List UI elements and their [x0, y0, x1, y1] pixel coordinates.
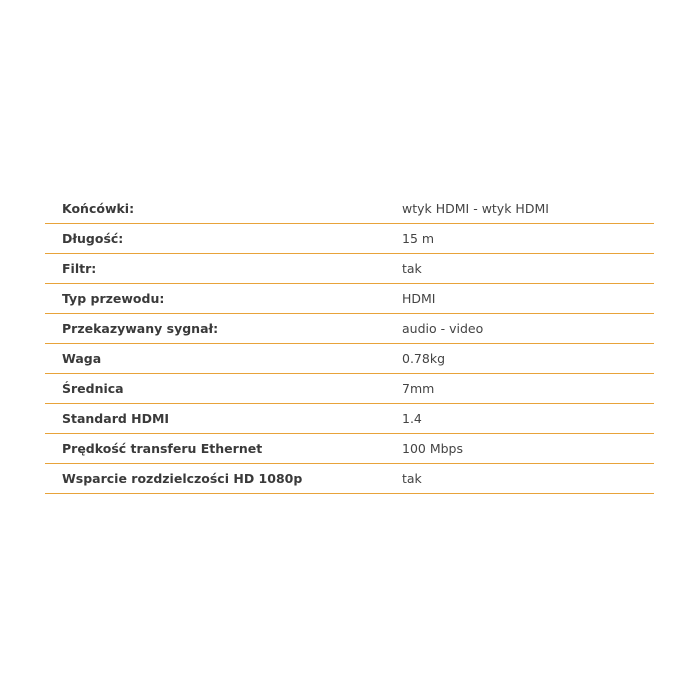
spec-row-cable-type [45, 284, 654, 314]
spec-value: 0.78kg [402, 344, 654, 374]
spec-row-terminals [45, 194, 654, 224]
spec-row-hd-support [45, 464, 654, 494]
spec-label: Wsparcie rozdzielczości HD 1080p [45, 464, 402, 494]
spec-label: Prędkość transferu Ethernet [45, 434, 402, 464]
spec-label: Waga [45, 344, 402, 374]
spec-value: 15 m [402, 224, 654, 254]
spec-value: 1.4 [402, 404, 654, 434]
spec-row-filter [45, 254, 654, 284]
spec-value: 100 Mbps [402, 434, 654, 464]
spec-row-length [45, 224, 654, 254]
spec-label: Typ przewodu: [45, 284, 402, 314]
spec-label: Średnica [45, 374, 402, 404]
spec-label: Przekazywany sygnał: [45, 314, 402, 344]
spec-value: tak [402, 464, 654, 494]
spec-row-hdmi-standard [45, 404, 654, 434]
spec-row-signal [45, 314, 654, 344]
spec-value: wtyk HDMI - wtyk HDMI [402, 194, 654, 224]
spec-label: Standard HDMI [45, 404, 402, 434]
spec-value: tak [402, 254, 654, 284]
spec-table [45, 194, 654, 494]
spec-row-weight [45, 344, 654, 374]
spec-value: audio - video [402, 314, 654, 344]
spec-label: Długość: [45, 224, 402, 254]
spec-row-diameter [45, 374, 654, 404]
spec-value: HDMI [402, 284, 654, 314]
spec-value: 7mm [402, 374, 654, 404]
spec-label: Filtr: [45, 254, 402, 284]
spec-label: Końcówki: [45, 194, 402, 224]
spec-row-ethernet-speed [45, 434, 654, 464]
